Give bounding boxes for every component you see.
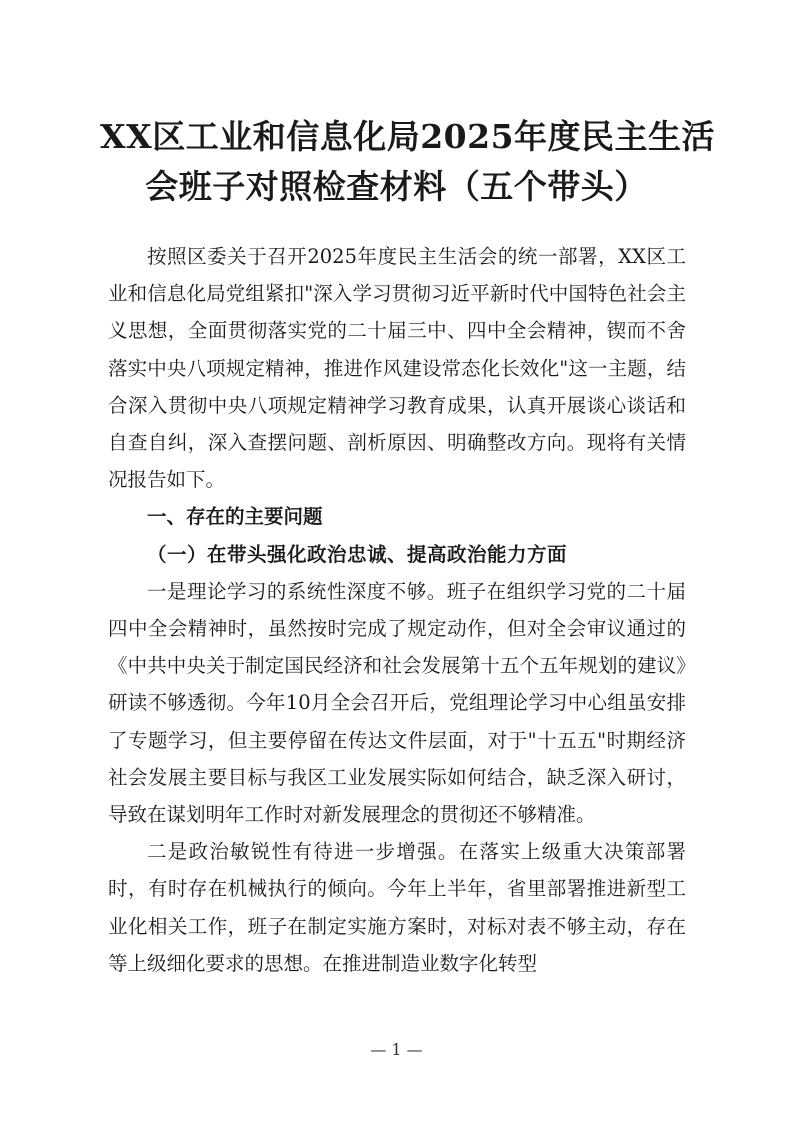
section-heading-1: 一、存在的主要问题 — [147, 505, 323, 529]
page-number: — 1 — — [370, 1040, 423, 1059]
title-line-1: XX区工业和信息化局2025年度民主生活 — [100, 117, 716, 156]
point-2-lead: 二是 — [147, 840, 189, 864]
title-line-2: 会班子对照检查材料（五个带头） — [145, 167, 648, 206]
point-1-text: 理论学习的系统性深度不够。班子在组织学习党的二十届四中全会精神时，虽然按时完成了规定动作，但对全会审议通过的《中共中央关于制定国民经济和社会发展第十五个五年规划的建议》研读不够透彻。今年10月全会召开后，党组理论学习中心组虽安排了专题学习，但主要停留在传达文件层面，对于"十五五"时期经济社会发展主要目标与我区工业发展实际如何结合，缺乏深入研讨，导致在谋划明年工作时对新发展理念的贯彻还不够精准。 — [108, 579, 686, 827]
subsection-heading-1: （一）在带头强化政治忠诚、提高政治能力方面 — [147, 542, 568, 566]
document-title — [100, 112, 716, 212]
intro-paragraph: 按照区委关于召开2025年度民主生活会的统一部署，XX区工业和信息化局党组紧扣"深入学习贯彻习近平新时代中国特色社会主义思想，全面贯彻落实党的二十届三中、四中全会精神，锲而不舍落实中央八项规定精神，推进作风建设常态化长效化"这一主题，结合深入贯彻中央八项规定精神学习教育成果，认真开展谈心谈话和自查自纠，深入查摆问题、剖析原因、明确整改方向。现将有关情况报告如下。 — [108, 245, 686, 492]
point-paragraph-1 — [108, 573, 686, 833]
point-1-lead: 一是 — [147, 579, 187, 603]
document-body — [108, 238, 686, 982]
point-paragraph-2 — [108, 833, 686, 982]
point-2-text: 政治敏锐性有待进一步增强。在落实上级重大决策部署时，有时存在机械执行的倾向。今年上半年，省里部署推进新型工业化相关工作，班子在制定实施方案时，对标对表不够主动，存在等上级细化要求的思想。在推进制造业数字化转型 — [108, 840, 686, 975]
